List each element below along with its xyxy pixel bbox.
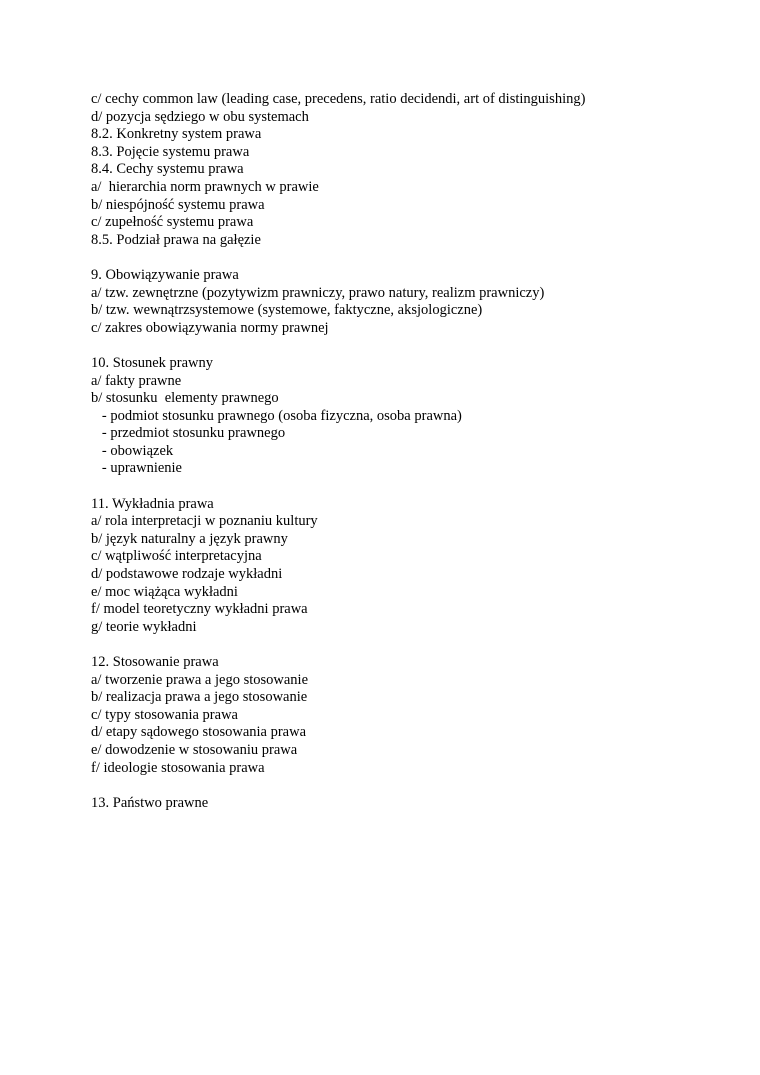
text-line: a/ tzw. zewnętrzne (pozytywizm prawniczy, prawo natury, realizm prawniczy) bbox=[91, 284, 545, 301]
text-line: f/ ideologie stosowania prawa bbox=[91, 759, 265, 776]
text-line: 8.3. Pojęcie systemu prawa bbox=[91, 143, 250, 160]
text-line: e/ moc wiążąca wykładni bbox=[91, 583, 238, 600]
text-line: - podmiot stosunku prawnego (osoba fizyczna, osoba prawna) bbox=[91, 407, 462, 424]
text-line: a/ tworzenie prawa a jego stosowanie bbox=[91, 671, 309, 688]
text-line: 8.4. Cechy systemu prawa bbox=[91, 161, 244, 178]
text-line: 8.2. Konkretny system prawa bbox=[91, 126, 262, 143]
text-line: - przedmiot stosunku prawnego bbox=[91, 425, 286, 442]
text-line: b/ tzw. wewnątrzsystemowe (systemowe, faktyczne, aksjologiczne) bbox=[91, 302, 483, 319]
text-line: b/ język naturalny a język prawny bbox=[91, 530, 288, 547]
text-line: b/ realizacja prawa a jego stosowanie bbox=[91, 689, 308, 706]
text-line: b/ stosunku elementy prawnego bbox=[91, 390, 279, 407]
text-line: d/ podstawowe rodzaje wykładni bbox=[91, 566, 283, 583]
blank-line bbox=[91, 636, 731, 654]
section-heading: 9. Obowiązywanie prawa bbox=[91, 266, 239, 283]
text-line: - uprawnienie bbox=[91, 460, 182, 477]
section-heading: 11. Wykładnia prawa bbox=[91, 495, 214, 512]
document-page bbox=[91, 91, 731, 812]
text-line: c/ cechy common law (leading case, precedens, ratio decidendi, art of distinguishing) bbox=[91, 91, 586, 107]
text-line: a/ rola interpretacji w poznaniu kultury bbox=[91, 513, 318, 530]
text-line: c/ zupełność systemu prawa bbox=[91, 214, 254, 231]
text-line: - obowiązek bbox=[91, 442, 174, 459]
text-line: a/ fakty prawne bbox=[91, 372, 182, 389]
text-line: 8.5. Podział prawa na gałęzie bbox=[91, 231, 261, 248]
text-line: d/ etapy sądowego stosowania prawa bbox=[91, 724, 307, 741]
text-line: c/ zakres obowiązywania normy prawnej bbox=[91, 319, 329, 336]
text-line: c/ wątpliwość interpretacyjna bbox=[91, 548, 262, 565]
text-line: d/ pozycja sędziego w obu systemach bbox=[91, 108, 309, 125]
text-line: c/ typy stosowania prawa bbox=[91, 706, 238, 723]
blank-line bbox=[91, 478, 731, 496]
text-line: a/ hierarchia norm prawnych w prawie bbox=[91, 178, 319, 195]
blank-line bbox=[91, 337, 731, 355]
text-line: e/ dowodzenie w stosowaniu prawa bbox=[91, 741, 298, 758]
text-line: b/ niespójność systemu prawa bbox=[91, 196, 265, 213]
blank-line bbox=[91, 777, 731, 795]
section-heading: 10. Stosunek prawny bbox=[91, 354, 214, 371]
text-line: g/ teorie wykładni bbox=[91, 618, 197, 635]
text-line: f/ model teoretyczny wykładni prawa bbox=[91, 601, 308, 618]
section-heading: 12. Stosowanie prawa bbox=[91, 654, 219, 670]
section-heading: 13. Państwo prawne bbox=[91, 794, 209, 811]
blank-line bbox=[91, 249, 731, 267]
